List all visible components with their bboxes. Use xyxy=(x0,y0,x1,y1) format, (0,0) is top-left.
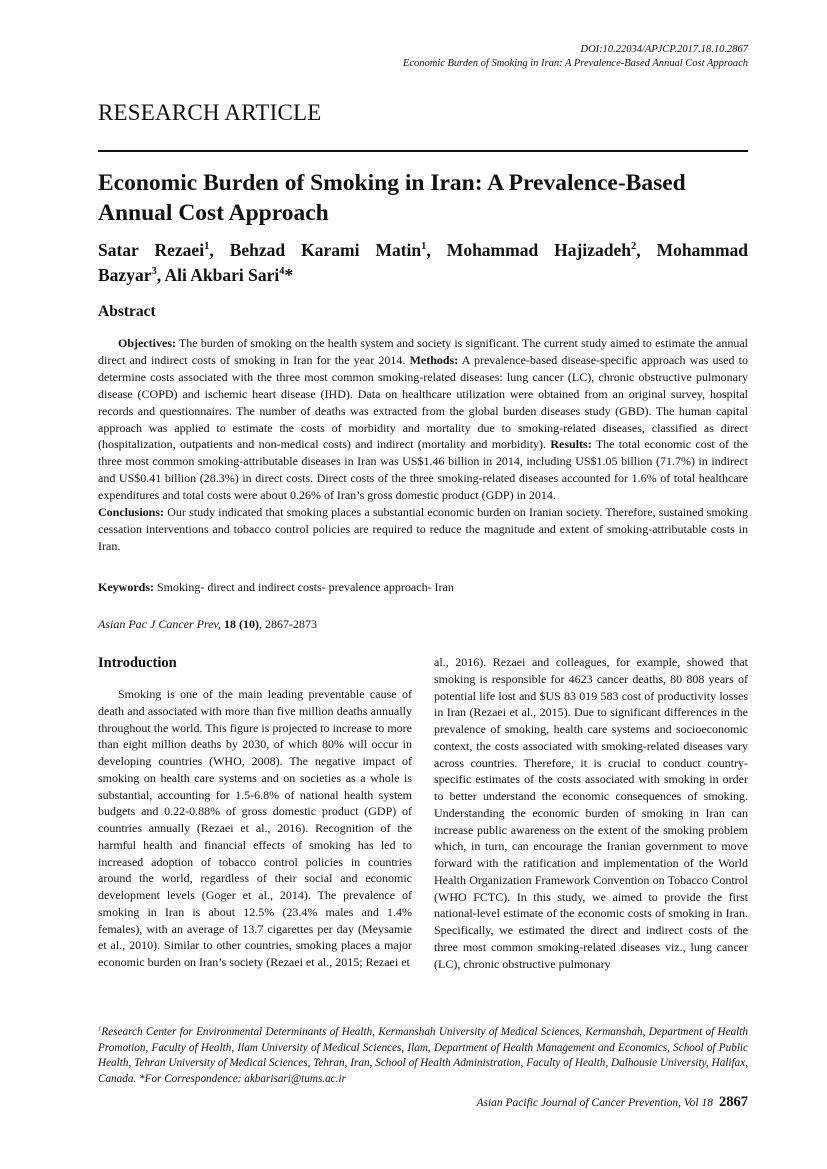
title-line-2: Annual Cost Approach xyxy=(98,200,329,226)
author-1: Satar Rezaei xyxy=(98,240,205,260)
section-label: RESEARCH ARTICLE xyxy=(98,100,322,125)
article-title xyxy=(98,168,748,228)
title-rule xyxy=(98,150,748,152)
running-title: Economic Burden of Smoking in Iran: A Prevalence-Based Annual Cost Approach xyxy=(402,58,748,69)
citation: Asian Pac J Cancer Prev, 18 (10), 2867-2873 xyxy=(98,617,317,631)
author-list-line-2: Bazyar$^3$, Ali Akbari Sari$^4$* xyxy=(98,265,294,285)
author-2: Behzad Karami Matin xyxy=(229,240,422,260)
abstract-body: Objectives: The burden of smoking on the health system and society is significant. The current study aimed to estimate the annual direct and indirect costs of smoking in Iran for the year 2014. Methods: A prevalence-based disease-specific approach was used to determine costs associated with the three most common smoking-related diseases: lung cancer (LC), chronic obstructive pulmonary disease (COPD) and ischemic heart disease (IHD). Data on healthcare utilization were obtained from an original survey, hospital records and questionnaires. The number of deaths was extracted from the global burden diseases study (GBD). The human capital approach was applied to estimate the costs of morbidity and mortality due to smoking-related diseases, classified as direct (hospitalization, outpatients and non-medical costs) and indirect (mortality and morbidity). Results: The total economic cost of the three most common smoking-attributable diseases in Iran was US$1.46 billion in 2014, including US$1.05 billion (71.7%) in indirect and US$0.41 billion (28.3%) in direct costs. Direct costs of the three smoking-related diseases accounted for 1.6% of total healthcare expenditures and total costs were about 0.26% of Iran’s gross domestic product (GDP) in 2014. Conclusions: Our study indicated that smoking places a substantial economic burden on Iranian society. Therefore, sustained smoking cessation interventions and tobacco control policies are required to reduce the magnitude and extent of smoking-attributable costs in Iran. xyxy=(98,336,749,553)
keywords: Keywords: Smoking- direct and indirect costs- prevalence approach- Iran xyxy=(98,580,454,594)
affiliations-footnote: $^1$Research Center for Environmental Determinants of Health, Kermanshah University of Medical Sciences, Kermanshah, Department of Health Promotion, Faculty of Health, Ilam University of Medical Sciences, Ilam, Department of Health Management and Economics, School of Public Health, Tehran University of Medical Sciences, Tehran, Iran, School of Health Administration, Faculty of Health, Dalhousie University, Halifax, Canada. *For Correspondence: akbarisari@tums.ac.ir xyxy=(98,1025,748,1085)
author-4-last: Bazyar xyxy=(98,265,152,285)
author-list: Satar Rezaei$^1$, Behzad Karami Matin$^1$, Mohammad Hajizadeh$^2$, Mohammad xyxy=(98,240,749,260)
abstract-results: The total economic cost of the three most common smoking-attributable diseases in Iran was US$1.46 billion in 2014, including US$1.05 billion (71.7%) in indirect and US$0.41 billion (28.3%) in direct costs. Direct costs of the three smoking-related diseases accounted for 1.6% of total healthcare expenditures and total costs were about 0.26% of Iran’s gross domestic product (GDP) in 2014. xyxy=(98,437,748,503)
introduction-left-column: Smoking is one of the main leading preventable cause of death and associated with more than five million deaths annually throughout the world. This figure is projected to increase to more than eight million deaths by 2030, of which 80% will occur in developing countries (WHO, 2008). The negative impact of smoking on health care systems and on societies as a whole is substantial, accounting for 1.5-6.8% of national health system budgets and 0.22-0.88% of gross domestic product (GDP) of countries annually (Rezaei et al., 2016). Recognition of the harmful health and financial effects of smoking has led to increased adoption of tobacco control policies in countries around the world, regardless of their social and economic development levels (Goger et al., 2014). The prevalence of smoking in Iran is about 12.5% (23.4% males and 1.4% females), with an average of 13.7 cigarettes per day (Meysamie et al., 2010). Similar to other countries, smoking places a major economic burden on Iran’s society (Rezaei et al., 2015; Rezaei et xyxy=(98,687,412,969)
author-3: Mohammad Hajizadeh xyxy=(446,240,631,260)
journal-footer: Asian Pacific Journal of Cancer Prevention, Vol 18 2867 xyxy=(476,1094,748,1110)
abstract-heading: Abstract xyxy=(98,303,156,320)
doi: DOI:10.22034/APJCP.2017.18.10.2867 xyxy=(580,44,748,55)
abstract-objectives: The burden of smoking on the health system and society is significant. The current study aimed to estimate the annual direct and indirect costs of smoking in Iran for the year 2014. xyxy=(98,336,748,367)
title-line-1: Economic Burden of Smoking in Iran: A Prevalence-Based xyxy=(98,170,686,196)
abstract-conclusions: Our study indicated that smoking places a substantial economic burden on Iranian society. Therefore, sustained smoking cessation interventions and tobacco control policies are required to reduce the magnitude and extent of smoking-attributable costs in Iran. xyxy=(98,505,749,553)
introduction-right-column: al., 2016). Rezaei and colleagues, for example, showed that smoking is responsible for 4623 cancer deaths, 80 808 years of potential life lost and $US 83 019 583 cost of productivity losses in Iran (Rezaei et al., 2015). Due to significant differences in the prevalence of smoking, health care systems and socioeconomic context, the costs associated with smoking-related diseases vary across countries. Therefore, it is crucial to conduct country-specific estimates of the costs associated with smoking in order to better understand the economic consequences of smoking. Understanding the economic burden of smoking in Iran can increase public awareness on the extent of the smoking problem which, in turn, can encourage the Iranian government to move forward with the ratification and implementation of the World Health Organization Framework Convention on Tobacco Control (WHO FCTC). In this study, we aimed to provide the first national-level estimate of the economic costs of smoking in Iran. Specifically, we estimated the direct and indirect costs of the three most common smoking-related diseases viz., lung cancer (LC), chronic obstructive pulmonary xyxy=(434,655,748,971)
author-5: Ali Akbari Sari xyxy=(164,265,280,285)
page-number: 2867 xyxy=(719,1094,748,1110)
introduction-heading: Introduction xyxy=(98,655,177,671)
abstract-methods: A prevalence-based disease-specific approach was used to determine costs associated with the three most common smoking-related diseases: lung cancer (LC), chronic obstructive pulmonary disease (COPD) and ischemic heart disease (IHD). Data on healthcare utilization were obtained from an original survey, hospital records and questionnaires. The number of deaths was extracted from the global burden diseases study (GBD). The human capital approach was applied to estimate the costs of morbidity and mortality due to smoking-related diseases, classified as direct (hospitalization, outpatients and non-medical costs) and indirect (mortality and morbidity). xyxy=(98,352,748,452)
author-4-first: Mohammad xyxy=(656,240,749,260)
